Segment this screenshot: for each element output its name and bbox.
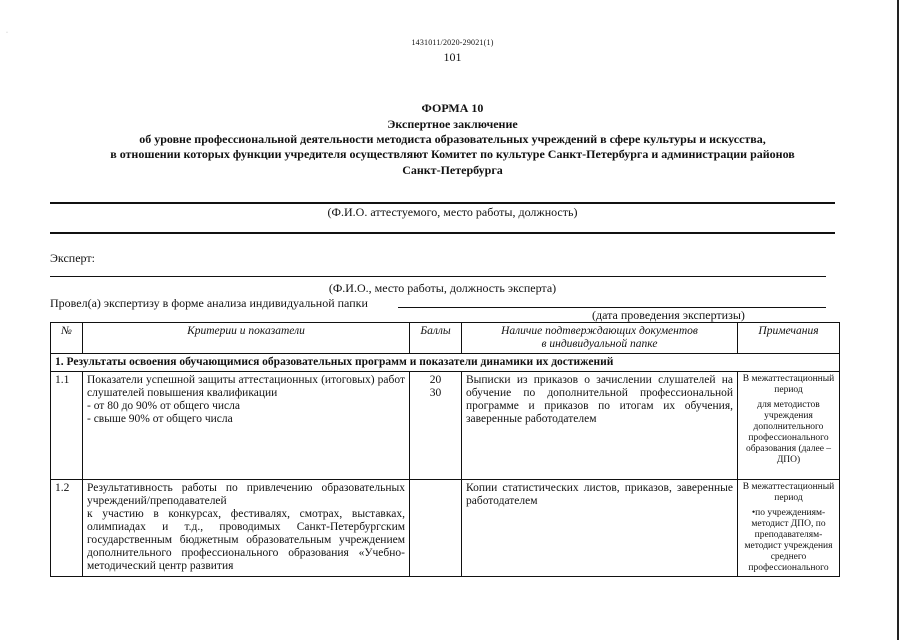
score-value: 20 — [429, 374, 442, 386]
header-notes: Примечания — [738, 323, 840, 354]
table-row — [51, 372, 840, 480]
criteria-text: Результативность работы по привлечению образовательных учреждений/преподавателей — [87, 482, 405, 507]
row-criteria — [83, 480, 410, 577]
row-scores — [410, 372, 462, 480]
score-value: 30 — [429, 387, 442, 399]
header-score: Баллы — [410, 323, 462, 354]
form-title-line-2: в отношении которых функции учредителя осуществляют Комитет по культуре Санкт-Петербурга и администрации районов — [110, 147, 795, 161]
form-title: ФОРМА 10 — [421, 101, 484, 115]
note-line: В межаттестационный — [742, 374, 835, 384]
attestee-line-2 — [50, 232, 835, 234]
row-scores — [410, 480, 462, 577]
table-header-row — [51, 323, 840, 354]
row-number: 1.1 — [51, 372, 83, 480]
expert-line — [50, 276, 826, 277]
section-row — [51, 354, 840, 372]
header-documents — [462, 323, 738, 354]
attestee-line — [50, 202, 835, 204]
form-title-line-1: об уровне профессиональной деятельности методиста образовательных учреждений в сфере культуры и искусства, — [139, 132, 766, 146]
criteria-text: к участию в конкурсах, фестивалях, смотрах, выставках, олимпиадах и т.д., проводимых Санкт-Петербургским государственным бюджетным образовательным учреждением дополнительного профессионального образования «Учебно-методический центр развития — [87, 508, 405, 572]
form-title-line-3: Санкт-Петербурга — [402, 163, 503, 177]
date-caption: (дата проведения экспертизы) — [592, 308, 745, 322]
criteria-item: - от 80 до 90% от общего числа — [87, 400, 241, 412]
review-label: Провел(а) экспертизу в форме анализа индивидуальной папки — [50, 296, 368, 310]
section-title: 1. Результаты освоения обучающимися образовательных программ и показатели динамики их достижений — [51, 354, 840, 372]
document-number: 1431011/2020-29021(1) — [411, 38, 494, 47]
note-line: для методистов учреждения дополнительного профессионального образования (далее – ДПО) — [745, 400, 832, 465]
note-line: период — [774, 493, 803, 503]
criteria-item: - свыше 90% от общего числа — [87, 413, 233, 425]
header-documents-line-2: в индивидуальной папке — [541, 338, 658, 350]
criteria-text: Показатели успешной защиты аттестационных (итоговых) работ слушателей повышения квалификации — [87, 374, 405, 399]
expert-label: Эксперт: — [50, 251, 95, 265]
row-notes — [738, 480, 840, 577]
header-num: № — [51, 323, 83, 354]
header-documents-line-1: Наличие подтверждающих документов — [501, 325, 698, 337]
row-documents: Выписки из приказов о зачислении слушателей на обучение по дополнительной профессиональной программе и приказов по итогам их обучения, заверенные работодателем — [462, 372, 738, 480]
page-number: 101 — [443, 50, 462, 64]
row-notes — [738, 372, 840, 480]
scan-corner-mark: · — [6, 30, 8, 36]
note-line: период — [774, 385, 803, 395]
form-subtitle: Экспертное заключение — [387, 117, 518, 131]
criteria-table — [50, 322, 840, 577]
row-criteria — [83, 372, 410, 480]
scan-edge-line — [897, 0, 899, 640]
expert-caption: (Ф.И.О., место работы, должность эксперта) — [328, 281, 557, 295]
table-row — [51, 480, 840, 577]
note-line: В межаттестационный — [742, 482, 835, 492]
row-documents: Копии статистических листов, приказов, заверенные работодателем — [462, 480, 738, 577]
header-criteria: Критерии и показатели — [83, 323, 410, 354]
note-line: •по учреждениям-методист ДПО, по преподавателям-методист учреждения среднего профессионального — [744, 508, 833, 573]
attestee-caption: (Ф.И.О. аттестуемого, место работы, должность) — [327, 205, 578, 219]
row-number: 1.2 — [51, 480, 83, 577]
